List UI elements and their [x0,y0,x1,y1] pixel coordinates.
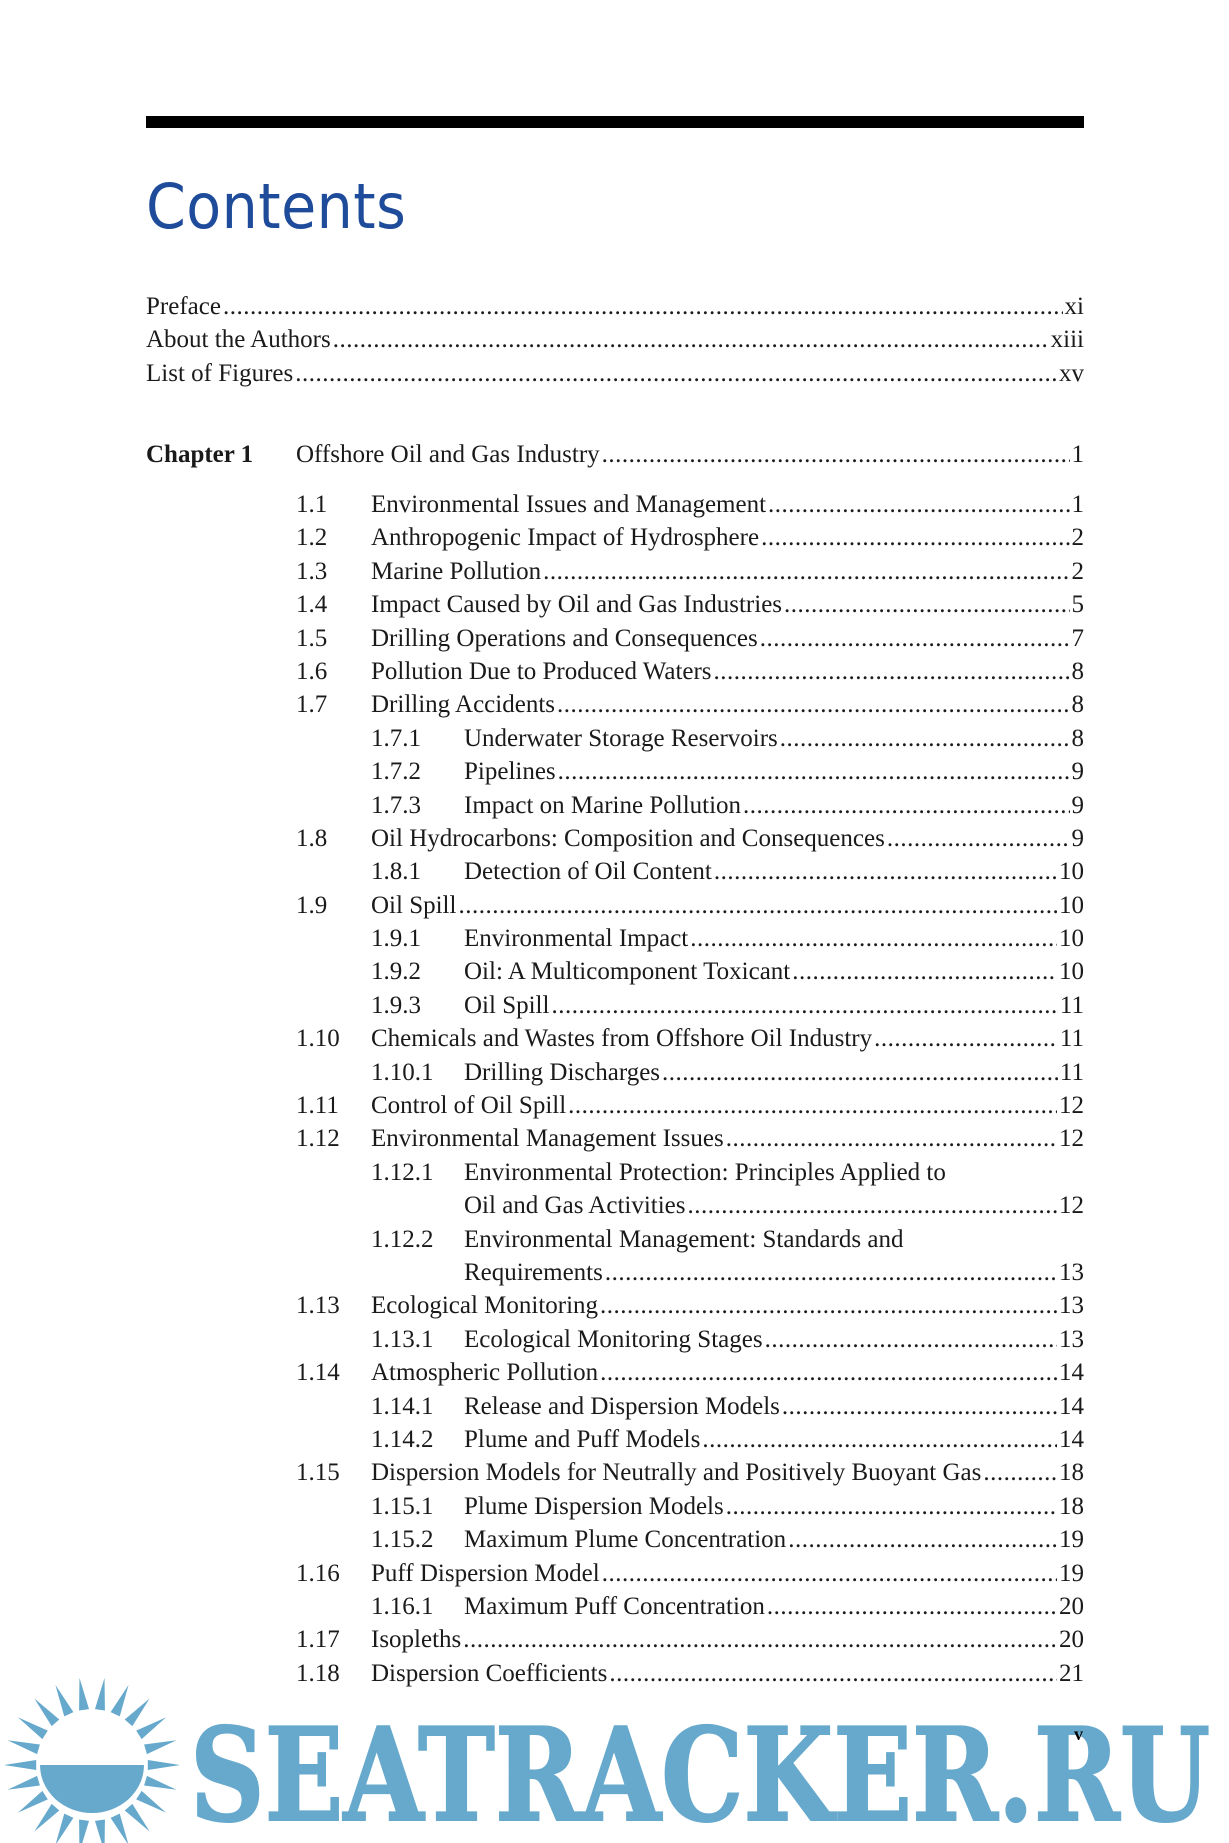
section-number: 1.4 [296,591,328,619]
entry-page: 9 [1071,791,1084,819]
entry-title: Chemicals and Wastes from Offshore Oil Industry [371,1025,873,1053]
toc-entry[interactable] [146,1356,1084,1389]
entry-page: 12 [1059,1192,1084,1220]
entry-title: Environmental Management Issues [371,1125,724,1153]
dot-leader [702,1423,1057,1456]
section-number: 1.9.3 [371,991,421,1019]
entry-title: Dispersion Coefficients [371,1659,608,1687]
entry-page: 8 [1071,724,1084,752]
entry-page: 14 [1059,1392,1084,1420]
toc-entry[interactable] [146,1156,1084,1189]
entry-title: About the Authors [146,326,331,354]
dot-leader [333,323,1049,356]
entry-page: 10 [1059,925,1084,953]
toc-entry[interactable] [146,1523,1084,1556]
entry-page: 8 [1071,657,1084,685]
sun-ray [144,1776,176,1790]
entry-page: 18 [1059,1459,1084,1487]
section-number: 1.9 [296,891,328,919]
entry-title: Control of Oil Spill [371,1092,567,1120]
sun-ray [34,1698,59,1726]
section-number: 1.11 [296,1092,339,1120]
entry-page: xi [1064,293,1084,320]
entry-page: 21 [1059,1659,1084,1687]
sun-ray [55,1685,73,1716]
section-number: 1.6 [296,657,328,685]
entry-title: Ecological Monitoring [371,1292,599,1320]
entry-page [1082,1156,1084,1189]
sun-ray [144,1740,176,1754]
toc-entry[interactable] [146,1623,1084,1656]
watermark [0,1670,1229,1843]
toc-entry[interactable] [146,1122,1084,1155]
toc-entry[interactable] [146,922,1084,955]
entry-page: 9 [1071,758,1084,786]
entry-title: Environmental Protection: Principles Applied to [464,1158,946,1186]
entry-page: 9 [1071,824,1084,852]
section-number: 1.9.1 [371,925,421,953]
sun-ray [125,1698,150,1726]
sun-ray [111,1814,129,1843]
section-number: 1.2 [296,524,328,552]
entry-page: 7 [1071,624,1084,652]
entry-page: 2 [1071,524,1084,552]
sun-ray [4,1760,36,1770]
sun-ray [148,1760,180,1770]
chapter-title: Offshore Oil and Gas Industry [296,441,600,468]
sun-ray [125,1804,150,1832]
chapter-page: 1 [1071,441,1084,468]
dot-leader [600,1289,1057,1322]
dot-leader [780,722,1070,755]
entry-title: Impact Caused by Oil and Gas Industries [371,591,783,619]
entry-title: Drilling Accidents [371,691,555,719]
section-number: 1.13 [296,1292,340,1320]
entry-page: 20 [1059,1626,1084,1654]
section-list [146,488,1084,1690]
dot-leader [690,922,1057,955]
dot-leader [743,789,1069,822]
entry-title: Isopleths [371,1626,462,1654]
entry-page: 14 [1059,1425,1084,1453]
entry-page: 12 [1059,1092,1084,1120]
toc-entry[interactable] [146,488,1084,521]
entry-title: Anthropogenic Impact of Hydrosphere [371,524,760,552]
sun-ray [136,1791,166,1813]
page-number: v [1074,1724,1083,1744]
toc-entry[interactable] [146,1557,1084,1590]
sun-ray [8,1740,40,1754]
toc-entry[interactable] [146,789,1084,822]
section-number: 1.15.2 [371,1526,434,1554]
entry-page: 14 [1059,1359,1084,1387]
dot-leader [463,1623,1057,1656]
section-number: 1.8.1 [371,858,421,886]
toc-entry[interactable] [146,1423,1084,1456]
watermark-text: SEATRACKER.RU [190,1701,1210,1843]
front-matter-item[interactable] [146,323,1084,356]
toc-entry[interactable] [146,588,1084,621]
dot-leader [568,1089,1057,1122]
toc-entry[interactable] [146,1456,1084,1489]
dot-leader [714,855,1057,888]
sun-ray [95,1819,105,1843]
entry-page: 5 [1071,591,1084,619]
section-number: 1.18 [296,1659,340,1687]
dot-leader [760,622,1070,655]
dot-leader [558,755,1070,788]
section-number: 1.7 [296,691,328,719]
dot-leader [905,1223,1082,1256]
front-matter-item[interactable] [146,357,1084,390]
chapter-label: Chapter 1 [146,441,254,468]
section-number: 1.3 [296,557,328,585]
dot-leader [784,588,1069,621]
entry-title: Oil Spill [464,991,550,1019]
toc-entry[interactable] [146,622,1084,655]
chapter-heading [146,438,1084,471]
toc-entry[interactable] [146,989,1084,1022]
entry-title: Dispersion Models for Neutrally and Positively Buoyant Gas [371,1459,982,1487]
entry-title: Plume Dispersion Models [464,1492,724,1520]
entry-page: xiii [1050,326,1084,354]
entry-title: Underwater Storage Reservoirs [464,724,778,752]
entry-page: 13 [1059,1258,1084,1286]
sun-ray [55,1814,73,1843]
entry-page: 18 [1059,1492,1084,1520]
entry-title: Environmental Issues and Management [371,491,767,518]
entry-page [1082,1223,1084,1256]
toc-entry[interactable] [146,1390,1084,1423]
toc-entry[interactable] [146,822,1084,855]
entry-title: Atmospheric Pollution [371,1359,599,1387]
sun-ray [34,1804,59,1832]
entry-title: Plume and Puff Models [464,1425,701,1453]
section-number: 1.16.1 [371,1592,434,1620]
entry-page: 10 [1059,891,1084,919]
section-number: 1.14.2 [371,1425,434,1453]
dot-leader [557,688,1070,721]
dot-leader [768,488,1069,521]
section-number: 1.17 [296,1626,340,1654]
front-matter-list [146,290,1084,390]
dot-leader [765,1323,1057,1356]
entry-title: Preface [146,293,221,320]
toc-entry[interactable] [146,1490,1084,1523]
section-number: 1.12.2 [371,1225,434,1253]
top-rule [146,116,1084,128]
section-number: 1.9.2 [371,958,421,986]
sun-ray [18,1717,48,1739]
entry-page: 13 [1059,1325,1084,1353]
dot-leader [223,290,1063,323]
entry-page: 20 [1059,1592,1084,1620]
dot-leader [726,1490,1057,1523]
dot-leader [761,521,1069,554]
entry-page: 10 [1059,858,1084,886]
entry-page: 13 [1059,1292,1084,1320]
dot-leader [726,1122,1057,1155]
dot-leader [792,955,1057,988]
entry-title: Pollution Due to Produced Waters [371,657,712,685]
entry-page: 8 [1071,691,1084,719]
toc-entry[interactable] [146,722,1084,755]
entry-title: Release and Dispersion Models [464,1392,780,1420]
entry-page: 19 [1059,1526,1084,1554]
toc-entry[interactable] [146,1223,1084,1256]
dot-leader [688,1189,1058,1222]
entry-title: Maximum Puff Concentration [464,1592,765,1620]
dot-leader [602,438,1070,471]
dot-leader [788,1523,1057,1556]
dot-leader [983,1456,1057,1489]
dot-leader [948,1156,1082,1189]
toc-entry-continuation[interactable] [146,1189,1084,1222]
entry-title: Detection of Oil Content [464,858,712,886]
entry-title: Puff Dispersion Model [371,1559,600,1587]
toc-entry[interactable] [146,1590,1084,1623]
entry-page: 1 [1071,491,1084,518]
section-number: 1.10.1 [371,1058,434,1086]
toc-entry[interactable] [146,1089,1084,1122]
entry-title: Environmental Impact [464,925,689,953]
dot-leader [714,655,1070,688]
entry-title: Maximum Plume Concentration [464,1526,787,1554]
entry-title: List of Figures [146,359,294,387]
dot-leader [662,1056,1058,1089]
section-number: 1.7.3 [371,791,421,819]
section-number: 1.14.1 [371,1392,434,1420]
sun-ray [95,1678,105,1711]
section-number: 1.13.1 [371,1325,434,1353]
section-number: 1.14 [296,1359,340,1387]
sun-ray [136,1717,166,1739]
entry-title: Environmental Management: Standards and [464,1225,904,1253]
dot-leader [458,889,1057,922]
entry-title: Oil: A Multicomponent Toxicant [464,958,791,986]
entry-page: 19 [1059,1559,1084,1587]
section-number: 1.12 [296,1125,340,1153]
section-number: 1.7.2 [371,758,421,786]
section-number: 1.10 [296,1025,340,1053]
sun-ray [111,1685,129,1716]
toc-entry[interactable] [146,521,1084,554]
section-number: 1.12.1 [371,1158,434,1186]
dot-leader [600,1356,1057,1389]
section-number: 1.1 [296,491,328,518]
sun-ray [8,1776,40,1790]
sun-ray [79,1678,89,1711]
section-number: 1.5 [296,624,328,652]
dot-leader [887,822,1070,855]
entry-title: Requirements [464,1258,603,1286]
toc-entry[interactable] [146,688,1084,721]
toc-entry[interactable] [146,889,1084,922]
chapter-row[interactable] [146,438,1084,471]
dot-leader [543,555,1069,588]
entry-page: 10 [1059,958,1084,986]
toc-entry[interactable] [146,855,1084,888]
dot-leader [874,1022,1058,1055]
section-number: 1.8 [296,824,328,852]
toc-entry[interactable] [146,555,1084,588]
dot-leader [782,1390,1057,1423]
toc-entry[interactable] [146,1289,1084,1322]
front-matter-item[interactable] [146,290,1084,323]
entry-page: 2 [1071,557,1084,585]
dot-leader [605,1256,1057,1289]
entry-page: 11 [1059,991,1084,1019]
entry-title: Marine Pollution [371,557,542,585]
entry-title: Oil Hydrocarbons: Composition and Consequences [371,824,885,852]
entry-title: Drilling Discharges [464,1058,661,1086]
entry-title: Ecological Monitoring Stages [464,1325,763,1353]
page-title: Contents [146,170,407,243]
entry-title: Pipelines [464,758,556,786]
toc-entry[interactable] [146,655,1084,688]
dot-leader [602,1557,1057,1590]
entry-title: Drilling Operations and Consequences [371,624,758,652]
section-number: 1.16 [296,1559,340,1587]
dot-leader [295,357,1057,390]
dot-leader [767,1590,1057,1623]
section-number: 1.15 [296,1459,340,1487]
entry-title: Oil and Gas Activities [464,1192,686,1220]
section-number: 1.15.1 [371,1492,434,1520]
dot-leader [551,989,1057,1022]
sun-ray [79,1819,89,1843]
entry-title: Oil Spill [371,891,457,919]
entry-page: 11 [1059,1025,1084,1053]
sun-ray [18,1791,48,1813]
toc-entry-continuation[interactable] [146,1256,1084,1289]
toc-entry[interactable] [146,1056,1084,1089]
entry-page: 11 [1059,1058,1084,1086]
toc-entry[interactable] [146,1323,1084,1356]
entry-page: 12 [1059,1125,1084,1153]
entry-title: Impact on Marine Pollution [464,791,742,819]
toc-entry[interactable] [146,755,1084,788]
entry-page: xv [1059,359,1084,387]
toc-entry[interactable] [146,955,1084,988]
sun-icon [4,1678,180,1843]
toc-entry[interactable] [146,1022,1084,1055]
section-number: 1.7.1 [371,724,421,752]
